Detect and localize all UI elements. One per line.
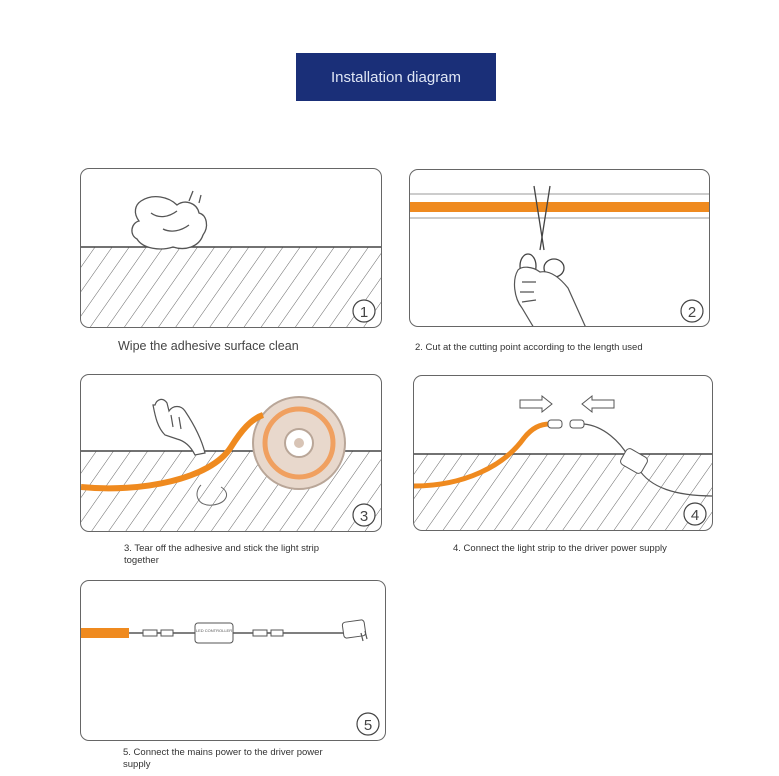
step-1-caption: Wipe the adhesive surface clean [118, 339, 299, 353]
step-3-caption: 3. Tear off the adhesive and stick the light strip together [124, 543, 320, 566]
strip-reel-icon [253, 397, 345, 489]
step-2-panel [409, 169, 710, 327]
driver-connector [570, 420, 584, 428]
surface-hatch [414, 454, 713, 531]
arrow-left-icon [582, 396, 614, 412]
strip-connector [548, 420, 562, 428]
light-strip [410, 202, 710, 212]
light-strip [81, 628, 129, 638]
step-4-caption: 4. Connect the light strip to the driver power supply [453, 543, 667, 554]
scissors-icon [520, 186, 564, 278]
surface-hatch [81, 247, 382, 328]
cutting-hand-icon [515, 267, 586, 327]
connector-plug [253, 630, 267, 636]
connector-plug [161, 630, 173, 636]
controller-label: LED CONTROLLER [195, 628, 233, 633]
step-number: 3 [359, 508, 369, 525]
step-5-caption: 5. Connect the mains power to the driver power supply [123, 747, 323, 770]
power-adapter-icon [342, 620, 367, 641]
wiping-hand-icon [132, 197, 207, 249]
step-number: 5 [363, 717, 373, 734]
step-4-panel [413, 375, 713, 531]
step-5-panel [80, 580, 386, 741]
step-number: 1 [359, 304, 369, 321]
pressing-hand-icon [153, 399, 205, 455]
step-1-panel [80, 168, 382, 328]
step-number: 4 [690, 507, 700, 524]
motion-marks-icon [189, 191, 201, 203]
page-title: Installation diagram [296, 53, 496, 101]
step-3-panel [80, 374, 382, 532]
arrow-right-icon [520, 396, 552, 412]
led-controller-box [195, 623, 233, 643]
connector-plug [143, 630, 157, 636]
connector-plug [271, 630, 283, 636]
step-2-caption: 2. Cut at the cutting point according to the length used [415, 342, 643, 353]
step-number: 2 [687, 304, 697, 321]
